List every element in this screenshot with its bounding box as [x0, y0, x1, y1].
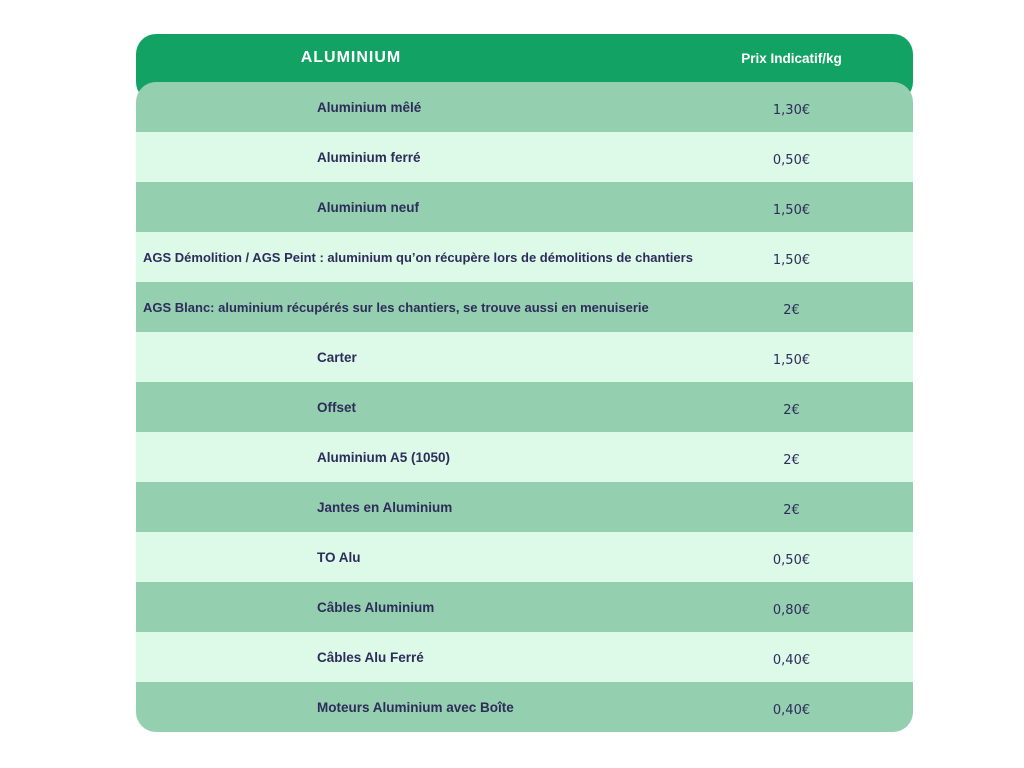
- row-label: AGS Blanc: aluminium récupérés sur les chantiers, se trouve aussi en menuiserie: [143, 299, 649, 315]
- row-price: 0,40€: [772, 652, 811, 668]
- row-label: Moteurs Aluminium avec Boîte: [317, 699, 514, 715]
- row-price: 1,50€: [772, 252, 811, 268]
- table-row: [136, 232, 913, 282]
- price-table-card: [136, 34, 913, 732]
- table-row: [136, 132, 913, 182]
- row-price: 0,50€: [772, 152, 811, 168]
- table-title: ALUMINIUM: [300, 49, 402, 66]
- table-row: [136, 332, 913, 382]
- table-row: [136, 682, 913, 732]
- row-price: 2€: [783, 452, 800, 468]
- table-row: [136, 282, 913, 332]
- row-label: Câbles Alu Ferré: [317, 649, 424, 665]
- row-price: 1,30€: [772, 102, 811, 118]
- row-label: Carter: [317, 349, 357, 365]
- row-price: 2€: [783, 502, 800, 518]
- table-row: [136, 182, 913, 232]
- row-label: Jantes en Aluminium: [317, 499, 453, 515]
- row-price: 2€: [783, 402, 800, 418]
- table-row: [136, 82, 913, 132]
- row-label: TO Alu: [317, 549, 361, 565]
- row-price: 0,40€: [772, 702, 811, 718]
- table-row: [136, 432, 913, 482]
- row-label: Câbles Aluminium: [317, 599, 435, 615]
- row-price: 1,50€: [772, 352, 811, 368]
- row-price: 2€: [783, 302, 800, 318]
- row-label: Aluminium A5 (1050): [317, 449, 451, 465]
- row-label: Aluminium mêlé: [317, 99, 422, 115]
- rows-container: [136, 82, 913, 732]
- row-label: Aluminium neuf: [317, 199, 419, 215]
- table-row: [136, 532, 913, 582]
- price-column-header: Prix Indicatif/kg: [741, 50, 842, 66]
- row-label: Aluminium ferré: [317, 149, 421, 165]
- table-row: [136, 482, 913, 532]
- row-price: 0,50€: [772, 552, 811, 568]
- table-row: [136, 382, 913, 432]
- table-row: [136, 582, 913, 632]
- row-label: Offset: [317, 399, 357, 415]
- row-price: 0,80€: [772, 602, 811, 618]
- row-label: AGS Démolition / AGS Peint : aluminium qu’on récupère lors de démolitions de chantiers: [143, 249, 693, 265]
- table-row: [136, 632, 913, 682]
- row-price: 1,50€: [772, 202, 811, 218]
